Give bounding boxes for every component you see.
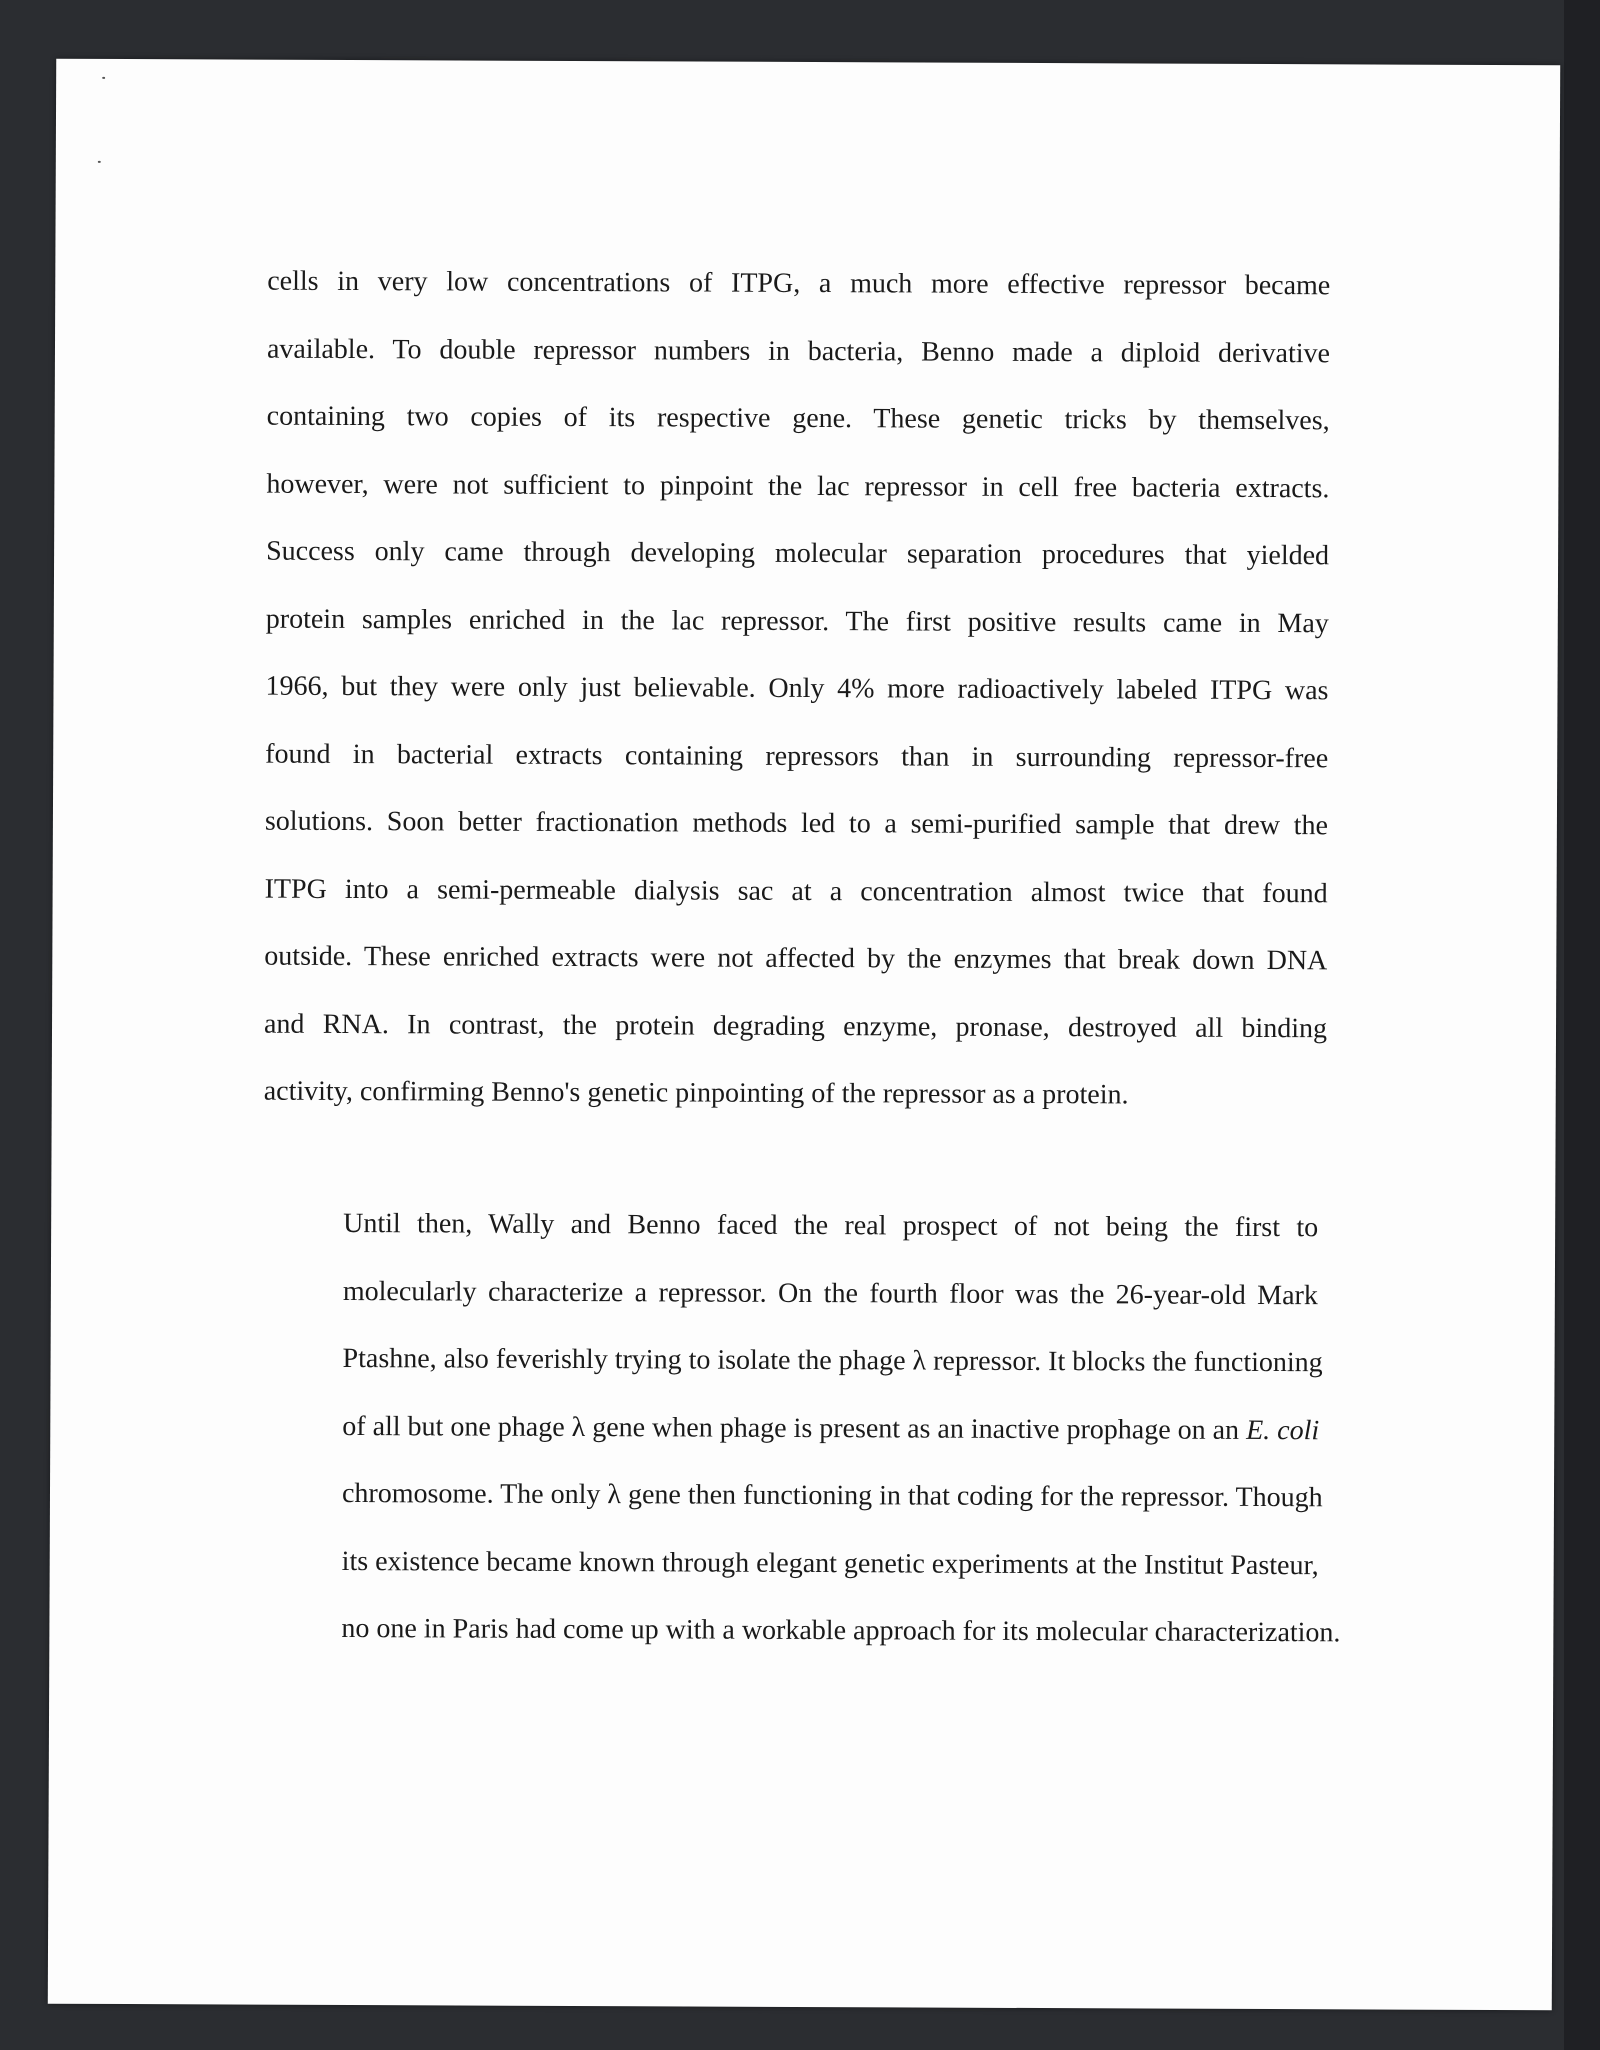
text-line: outside. These enriched extracts were not affected by the enzymes that break down DNA xyxy=(264,940,1328,977)
text-line: and RNA. In contrast, the protein degrading enzyme, pronase, destroyed all binding xyxy=(263,1008,1328,1044)
text-line: molecularly characterize a repressor. On the fourth floor was the 26-year-old Mark xyxy=(342,1275,1318,1311)
text-line: Ptashne, also feverishly trying to isolate the phage λ repressor. It blocks the functioning xyxy=(342,1342,1323,1379)
text-line: its existence became known through elegant genetic experiments at the Institut Pasteur, xyxy=(341,1545,1319,1581)
text-line: chromosome. The only λ gene then functioning in that coding for the repressor. Though xyxy=(341,1477,1323,1514)
text-line: activity, confirming Benno's genetic pinpointing of the repressor as a protein. xyxy=(263,1075,1129,1111)
text-line: solutions. Soon better fractionation methods led to a semi-purified sample that drew the xyxy=(264,805,1328,842)
text-line: no one in Paris had come up with a workable approach for its molecular characterization. xyxy=(341,1612,1341,1649)
text-line: found in bacterial extracts containing repressors than in surrounding repressor-free xyxy=(265,738,1329,774)
scanner-backdrop-edge xyxy=(1564,0,1600,2050)
text-line: cells in very low concentrations of ITPG, a much more effective repressor became xyxy=(267,265,1331,302)
text-line: protein samples enriched in the lac repressor. The first positive results came in May xyxy=(265,603,1329,639)
text-line: ITPG into a semi-permeable dialysis sac at a concentration almost twice that found xyxy=(264,873,1328,909)
paper-speck xyxy=(102,77,105,79)
text-line: Until then, Wally and Benno faced the real prospect of not being the first to xyxy=(343,1207,1319,1244)
text-line: 1966, but they were only just believable. Only 4% more radioactively labeled ITPG was xyxy=(265,670,1329,707)
italic-term: E. coli xyxy=(1246,1414,1320,1446)
paper-speck xyxy=(98,161,101,163)
paragraph-1 xyxy=(264,248,1331,1130)
text-line xyxy=(254,1392,1320,1464)
text-line: containing two copies of its respective gene. These genetic tricks by themselves, xyxy=(266,400,1330,437)
text-line: however, were not sufficient to pinpoint the lac repressor in cell free bacteria extracts. xyxy=(266,468,1330,504)
text-line: Success only came through developing molecular separation procedures that yielded xyxy=(266,535,1330,572)
text-line-segment: of all but one phage λ gene when phage is present as an inactive prophage on an xyxy=(342,1410,1240,1446)
document-page xyxy=(48,59,1560,2011)
paragraph-2 xyxy=(253,1190,1341,1667)
text-line: available. To double repressor numbers in bacteria, Benno made a diploid derivative xyxy=(266,333,1331,369)
